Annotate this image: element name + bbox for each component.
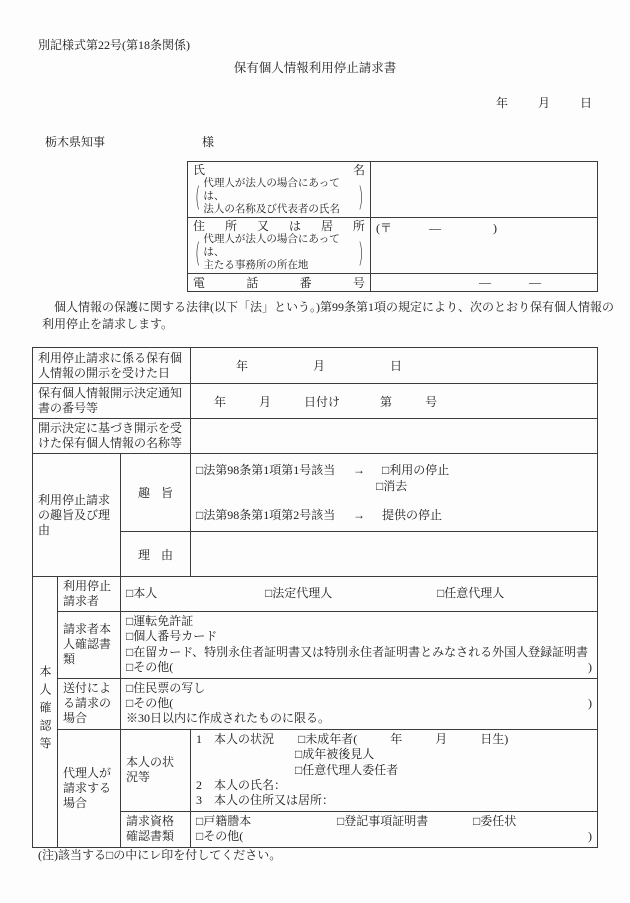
page-title: 保有個人情報利用停止請求書 (233, 61, 397, 75)
stop-provision-option: 提供の停止 (382, 508, 443, 522)
checkbox-other: □その他( (196, 829, 244, 844)
phone-label: 電 話 番 号 (193, 275, 365, 290)
requester-documents-label: 請求者本人確認書類 (58, 612, 121, 679)
law-item2-condition: □法第98条第1項第2号該当 (196, 508, 336, 522)
dated-label: 日付け (304, 394, 341, 409)
requester-documents-options (121, 612, 598, 679)
form-number: 別記様式第22号(第18条関係) (38, 38, 190, 52)
month-label: 月 (259, 394, 272, 409)
checkbox-legal-agent: □法定代理人 (265, 586, 333, 601)
big-paren-close: ) (357, 236, 363, 269)
purpose-label: 趣 旨 (138, 486, 173, 500)
principal-status-content (191, 729, 598, 811)
info-name-label: 開示決定に基づき開示を受けた保有個人情報の名称等 (33, 419, 191, 454)
phone-dash2: ― (529, 275, 541, 289)
checkbox-my-number-card: □個人番号カード (126, 629, 218, 644)
erase-option: □消去 (376, 479, 408, 493)
addressee-line (45, 133, 214, 150)
address-note-line2: 主たる事務所の所在地 (203, 260, 309, 271)
reason-content (191, 532, 598, 577)
checkbox-voluntary-agent: □任意代理人 (437, 586, 505, 601)
disclosure-date-value (191, 348, 598, 384)
checkbox-family-register: □戸籍謄本 (196, 813, 252, 828)
disclosure-date-row (33, 348, 598, 384)
date-line (496, 94, 592, 111)
addressee-name: 栃木県知事 (45, 135, 106, 149)
postal-code-template (376, 221, 497, 235)
requester-label: 利用停止請求者 (58, 577, 121, 612)
postal-close: ) (493, 221, 497, 235)
minor-month-label: 月 (435, 731, 448, 746)
date-month-label: 月 (537, 96, 550, 110)
address-label: 住 所 又 は 居 所 (193, 219, 365, 233)
big-paren-open: ( (195, 236, 201, 269)
postal-open: (〒 (376, 221, 392, 235)
applicant-address-row (188, 218, 598, 274)
reason-label: 理 由 (138, 547, 173, 562)
phone-value-cell (371, 274, 598, 292)
mail-request-note: ※30日以内に作成されたものに限る。 (126, 711, 331, 726)
postal-dash: ― (429, 221, 441, 235)
address-value-cell (371, 218, 598, 274)
mail-request-options (121, 678, 598, 729)
applicant-name-row (188, 162, 598, 218)
identity-section-label: 本人確認等 (38, 664, 52, 755)
purpose-reason-label: 利用停止請求の趣旨及び理由 (33, 454, 121, 577)
minor-day-label: 日生) (480, 731, 509, 746)
stop-use-option: □利用の停止 (382, 463, 450, 477)
disclosure-date-label: 利用停止請求に係る保有個人情報の開示を受けた日 (33, 348, 191, 384)
principal-status-item1: 1 本人の状況 (196, 731, 275, 746)
month-label: 月 (313, 359, 326, 373)
checkbox-self: □本人 (126, 586, 158, 601)
principal-status-row (33, 729, 598, 811)
purpose-label-cell (121, 454, 191, 532)
intro-paragraph: 個人情報の保護に関する法律(以下「法」という。)第99条第1項の規定により、次のとおり保有個人情報の利用停止を請求します。 (42, 300, 614, 331)
notice-number-row (33, 384, 598, 419)
date-year-label: 年 (495, 96, 508, 110)
checkbox-drivers-license: □運転免許証 (126, 614, 194, 628)
checkbox-voluntary-delegator: □任意代理人委任者 (295, 762, 399, 777)
checkbox-residence-certificate: □住民票の写し (126, 680, 206, 695)
name-label: 氏 名 (193, 163, 365, 177)
mail-request-row (33, 678, 598, 729)
checkbox-residence-card: □在留カード、特別永住者証明書又は特別永住者証明書とみなされる外国人登録証明書 (126, 644, 589, 659)
purpose-content (191, 454, 598, 532)
number-prefix-label: 第 (380, 394, 393, 409)
identity-section-label-cell (33, 577, 58, 848)
checkbox-power-of-attorney: □委任状 (473, 813, 517, 828)
reason-label-cell (121, 532, 191, 577)
checkbox-registry-certificate: □登記事項証明書 (337, 813, 429, 828)
date-day-label: 日 (579, 96, 592, 110)
big-paren-close: ) (357, 180, 363, 213)
year-label: 年 (214, 394, 227, 409)
qualification-documents-label: 請求資格確認書類 (121, 811, 191, 847)
arrow-icon: → (353, 508, 365, 522)
notice-number-value (191, 384, 598, 419)
qualification-documents-options (191, 811, 598, 847)
footnote: (注)該当する□の中にレ印を付してください。 (38, 848, 282, 862)
principal-status-label: 本人の状況等 (121, 729, 191, 811)
address-note-line1: 代理人が法人の場合にあっては、 (203, 234, 340, 258)
checkbox-minor: □未成年者( (298, 731, 358, 746)
checkbox-adult-ward: □成年被後見人 (295, 747, 375, 762)
other-close-paren: ) (588, 829, 592, 844)
law-item1-condition: □法第98条第1項第1号該当 (196, 463, 336, 477)
notice-number-label: 保有個人情報開示決定通知書の番号等 (33, 384, 191, 419)
name-note-line2: 法人の名称及び代表者の氏名 (203, 204, 340, 215)
year-label: 年 (236, 359, 249, 373)
day-label: 日 (390, 359, 403, 373)
applicant-table (187, 161, 598, 292)
checkbox-other: □その他( (126, 660, 174, 675)
requester-row (33, 577, 598, 612)
other-close-paren: ) (588, 696, 592, 711)
minor-year-label: 年 (390, 731, 403, 746)
address-label-cell (188, 218, 371, 274)
name-label-cell (188, 162, 371, 218)
requester-documents-row (33, 612, 598, 679)
requester-options (121, 577, 598, 612)
info-name-value (191, 419, 598, 454)
checkbox-other: □その他( (126, 696, 174, 711)
big-paren-open: ( (195, 180, 201, 213)
other-close-paren: ) (588, 660, 592, 675)
principal-address-item: 3 本人の住所又は居所： (196, 793, 335, 808)
agent-case-label: 代理人が請求する場合 (58, 729, 121, 847)
principal-name-item: 2 本人の氏名： (196, 778, 287, 793)
phone-label-cell (188, 274, 371, 292)
number-suffix-label: 号 (425, 394, 438, 409)
request-table (32, 347, 598, 848)
arrow-icon: → (353, 463, 365, 477)
applicant-phone-row (188, 274, 598, 292)
mail-request-label: 送付による請求の場合 (58, 678, 121, 729)
name-value-cell (371, 162, 598, 218)
address-note (193, 233, 365, 272)
purpose-row (33, 454, 598, 532)
name-note (193, 177, 365, 216)
info-name-row (33, 419, 598, 454)
phone-dash1: ― (479, 275, 491, 289)
name-note-line1: 代理人が法人の場合にあっては、 (203, 178, 340, 202)
addressee-honorific: 様 (202, 135, 215, 149)
